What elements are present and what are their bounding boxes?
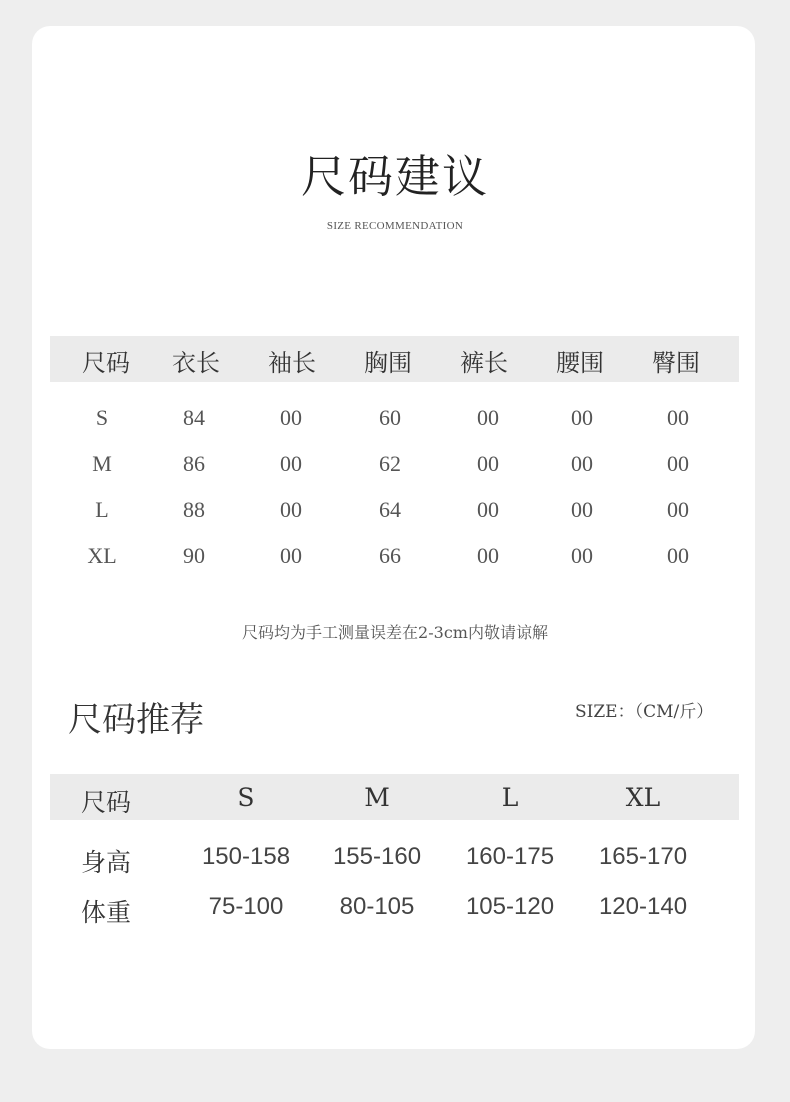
recommend-value-cell: 160-175	[465, 843, 555, 870]
size-value-cell: 00	[477, 405, 499, 430]
recommend-value-cell: 120-140	[598, 893, 688, 920]
size-table-header-cell: 裤长	[460, 349, 508, 377]
size-table-header-cell: 臀围	[652, 349, 700, 377]
size-value-cell: 90	[183, 543, 205, 568]
recommend-row-label: 体重	[80, 898, 132, 927]
recommend-value-cell: 165-170	[598, 843, 688, 870]
size-table-header-cell: 腰围	[556, 349, 604, 377]
page-subtitle: SIZE RECOMMENDATION	[326, 220, 464, 232]
size-value-cell: 00	[477, 451, 499, 476]
recommend-value-cell: 75-100	[208, 893, 284, 920]
size-value-cell: 60	[379, 405, 401, 430]
recommend-header-cell: 尺码	[80, 788, 132, 817]
size-value-cell: 00	[280, 497, 302, 522]
size-value-cell: 62	[379, 451, 401, 476]
size-value-cell: 88	[183, 497, 205, 522]
size-value-cell: 86	[183, 451, 205, 476]
recommend-value-cell: 105-120	[465, 893, 555, 920]
measurement-note: 尺码均为手工测量误差在2-3cm内敬请谅解	[242, 623, 548, 642]
recommend-value-cell: 150-158	[201, 843, 291, 870]
recommend-header-cell: L	[501, 783, 519, 812]
size-value-cell: 00	[477, 543, 499, 568]
size-value-cell: 00	[280, 451, 302, 476]
recommend-title: 尺码推荐	[68, 700, 204, 740]
size-label-cell: L	[95, 497, 109, 522]
size-value-cell: 00	[571, 405, 593, 430]
recommend-unit: SIZE：（CM/斤）	[575, 702, 714, 722]
recommend-header-cell: S	[237, 783, 255, 812]
recommend-header-cell: XL	[625, 783, 661, 812]
recommend-header-cell: M	[364, 783, 390, 812]
size-table-header-cell: 尺码	[82, 349, 130, 377]
size-value-cell: 64	[379, 497, 401, 522]
size-table-header-cell: 衣长	[172, 349, 220, 377]
size-value-cell: 00	[667, 451, 689, 476]
size-value-cell: 00	[571, 543, 593, 568]
size-value-cell: 00	[667, 543, 689, 568]
size-label-cell: XL	[87, 543, 117, 568]
size-table-header-cell: 袖长	[268, 349, 316, 377]
size-value-cell: 66	[379, 543, 401, 568]
size-value-cell: 00	[280, 405, 302, 430]
size-label-cell: M	[92, 451, 112, 476]
size-value-cell: 00	[667, 405, 689, 430]
size-value-cell: 00	[571, 451, 593, 476]
recommend-row-label: 身高	[80, 848, 132, 877]
size-value-cell: 00	[280, 543, 302, 568]
size-value-cell: 84	[183, 405, 205, 430]
size-value-cell: 00	[571, 497, 593, 522]
recommend-value-cell: 155-160	[332, 843, 422, 870]
size-value-cell: 00	[477, 497, 499, 522]
page-title: 尺码建议	[300, 150, 489, 203]
size-value-cell: 00	[667, 497, 689, 522]
size-label-cell: S	[95, 405, 109, 430]
size-table-header-cell: 胸围	[364, 349, 412, 377]
recommend-value-cell: 80-105	[339, 893, 415, 920]
